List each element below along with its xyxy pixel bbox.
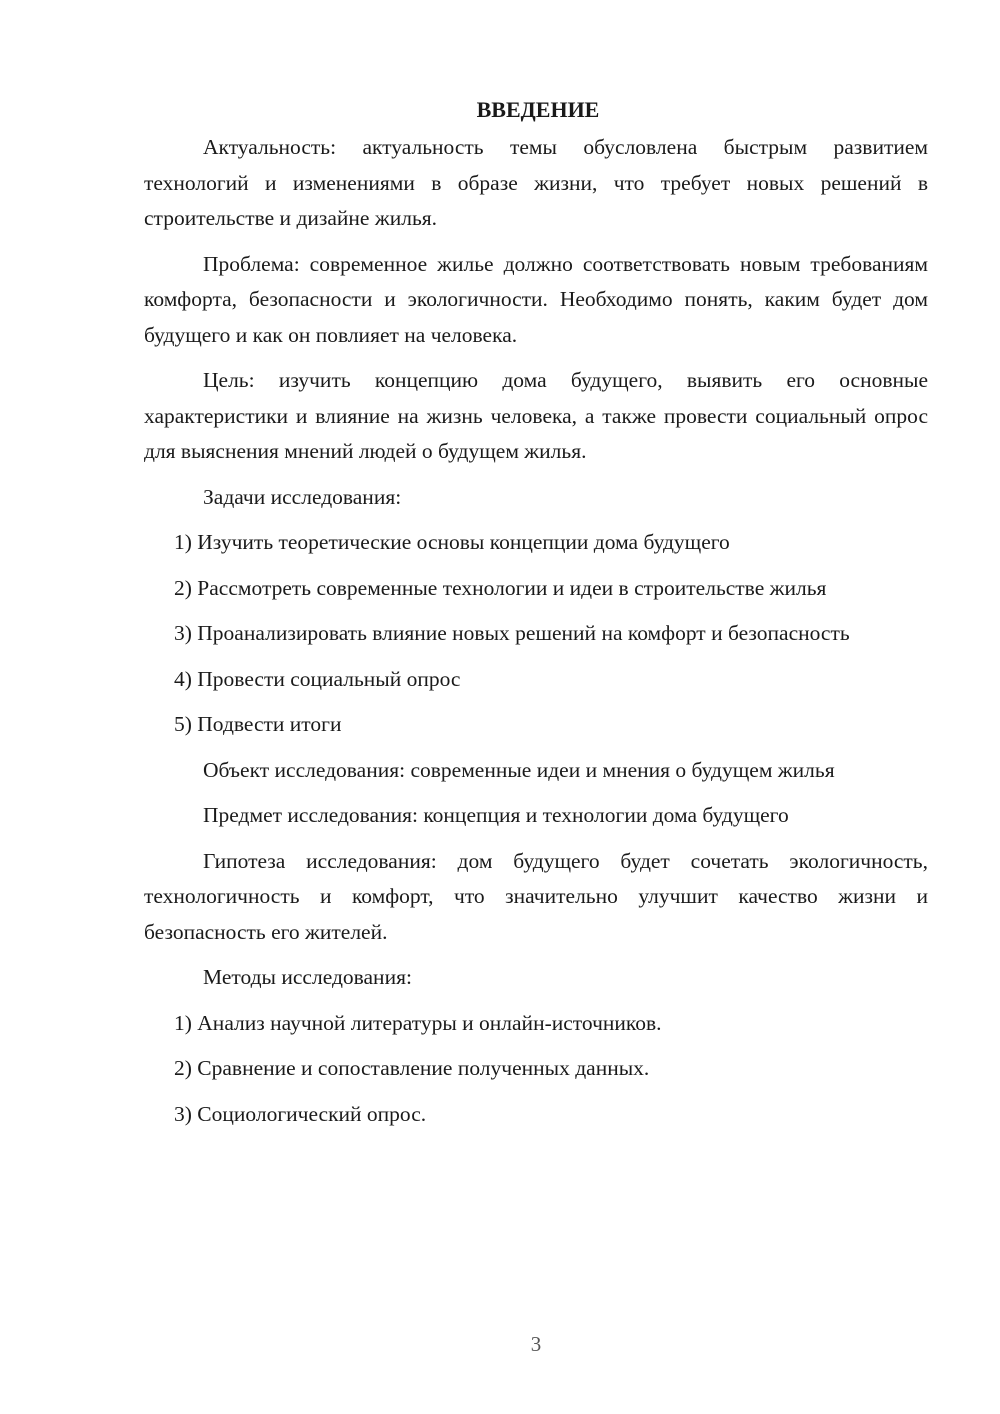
relevance-paragraph: Актуальность: актуальность темы обусловлена быстрым развитием технологий и изменениями в образе жизни, что требует новых решений в строительстве и дизайне жилья. — [144, 135, 928, 230]
hypothesis-paragraph: Гипотеза исследования: дом будущего будет сочетать экологичность, технологичность и комфорт, что значительно улучшит качество жизни и безопасность его жителей. — [144, 848, 928, 944]
method-item-3: 3) Социологический опрос. — [174, 1101, 427, 1126]
task-item-3: 3) Проанализировать влияние новых решений на комфорт и безопасность — [174, 621, 850, 645]
subject-paragraph: Предмет исследования: концепция и технологии дома будущего — [203, 803, 789, 827]
page-title: ВВЕДЕНИЕ — [476, 97, 600, 122]
method-item-2: 2) Сравнение и сопоставление полученных данных. — [174, 1056, 650, 1080]
method-item-1: 1) Анализ научной литературы и онлайн-источников. — [174, 1010, 662, 1035]
problem-paragraph: Проблема: современное жилье должно соответствовать новым требованиям комфорта, безопасности и экологичности. Необходимо понять, каким будет дом будущего и как он повлияет на человека. — [144, 251, 928, 347]
goal-paragraph: Цель: изучить концепцию дома будущего, выявить его основные характеристики и влияние на жизнь человека, а также провести социальный опрос для выяснения мнений людей о будущем жилья. — [144, 368, 928, 463]
page-number: 3 — [530, 1332, 542, 1356]
document-page — [144, 92, 928, 1142]
task-item-1: 1) Изучить теоретические основы концепции дома будущего — [174, 530, 730, 554]
task-item-2: 2) Рассмотреть современные технологии и идеи в строительстве жилья — [174, 575, 827, 600]
task-item-4: 4) Провести социальный опрос — [174, 666, 461, 691]
object-paragraph: Объект исследования: современные идеи и мнения о будущем жилья — [203, 757, 835, 782]
task-item-5: 5) Подвести итоги — [174, 712, 342, 736]
methods-title: Методы исследования: — [203, 965, 412, 989]
tasks-title: Задачи исследования: — [203, 484, 402, 509]
